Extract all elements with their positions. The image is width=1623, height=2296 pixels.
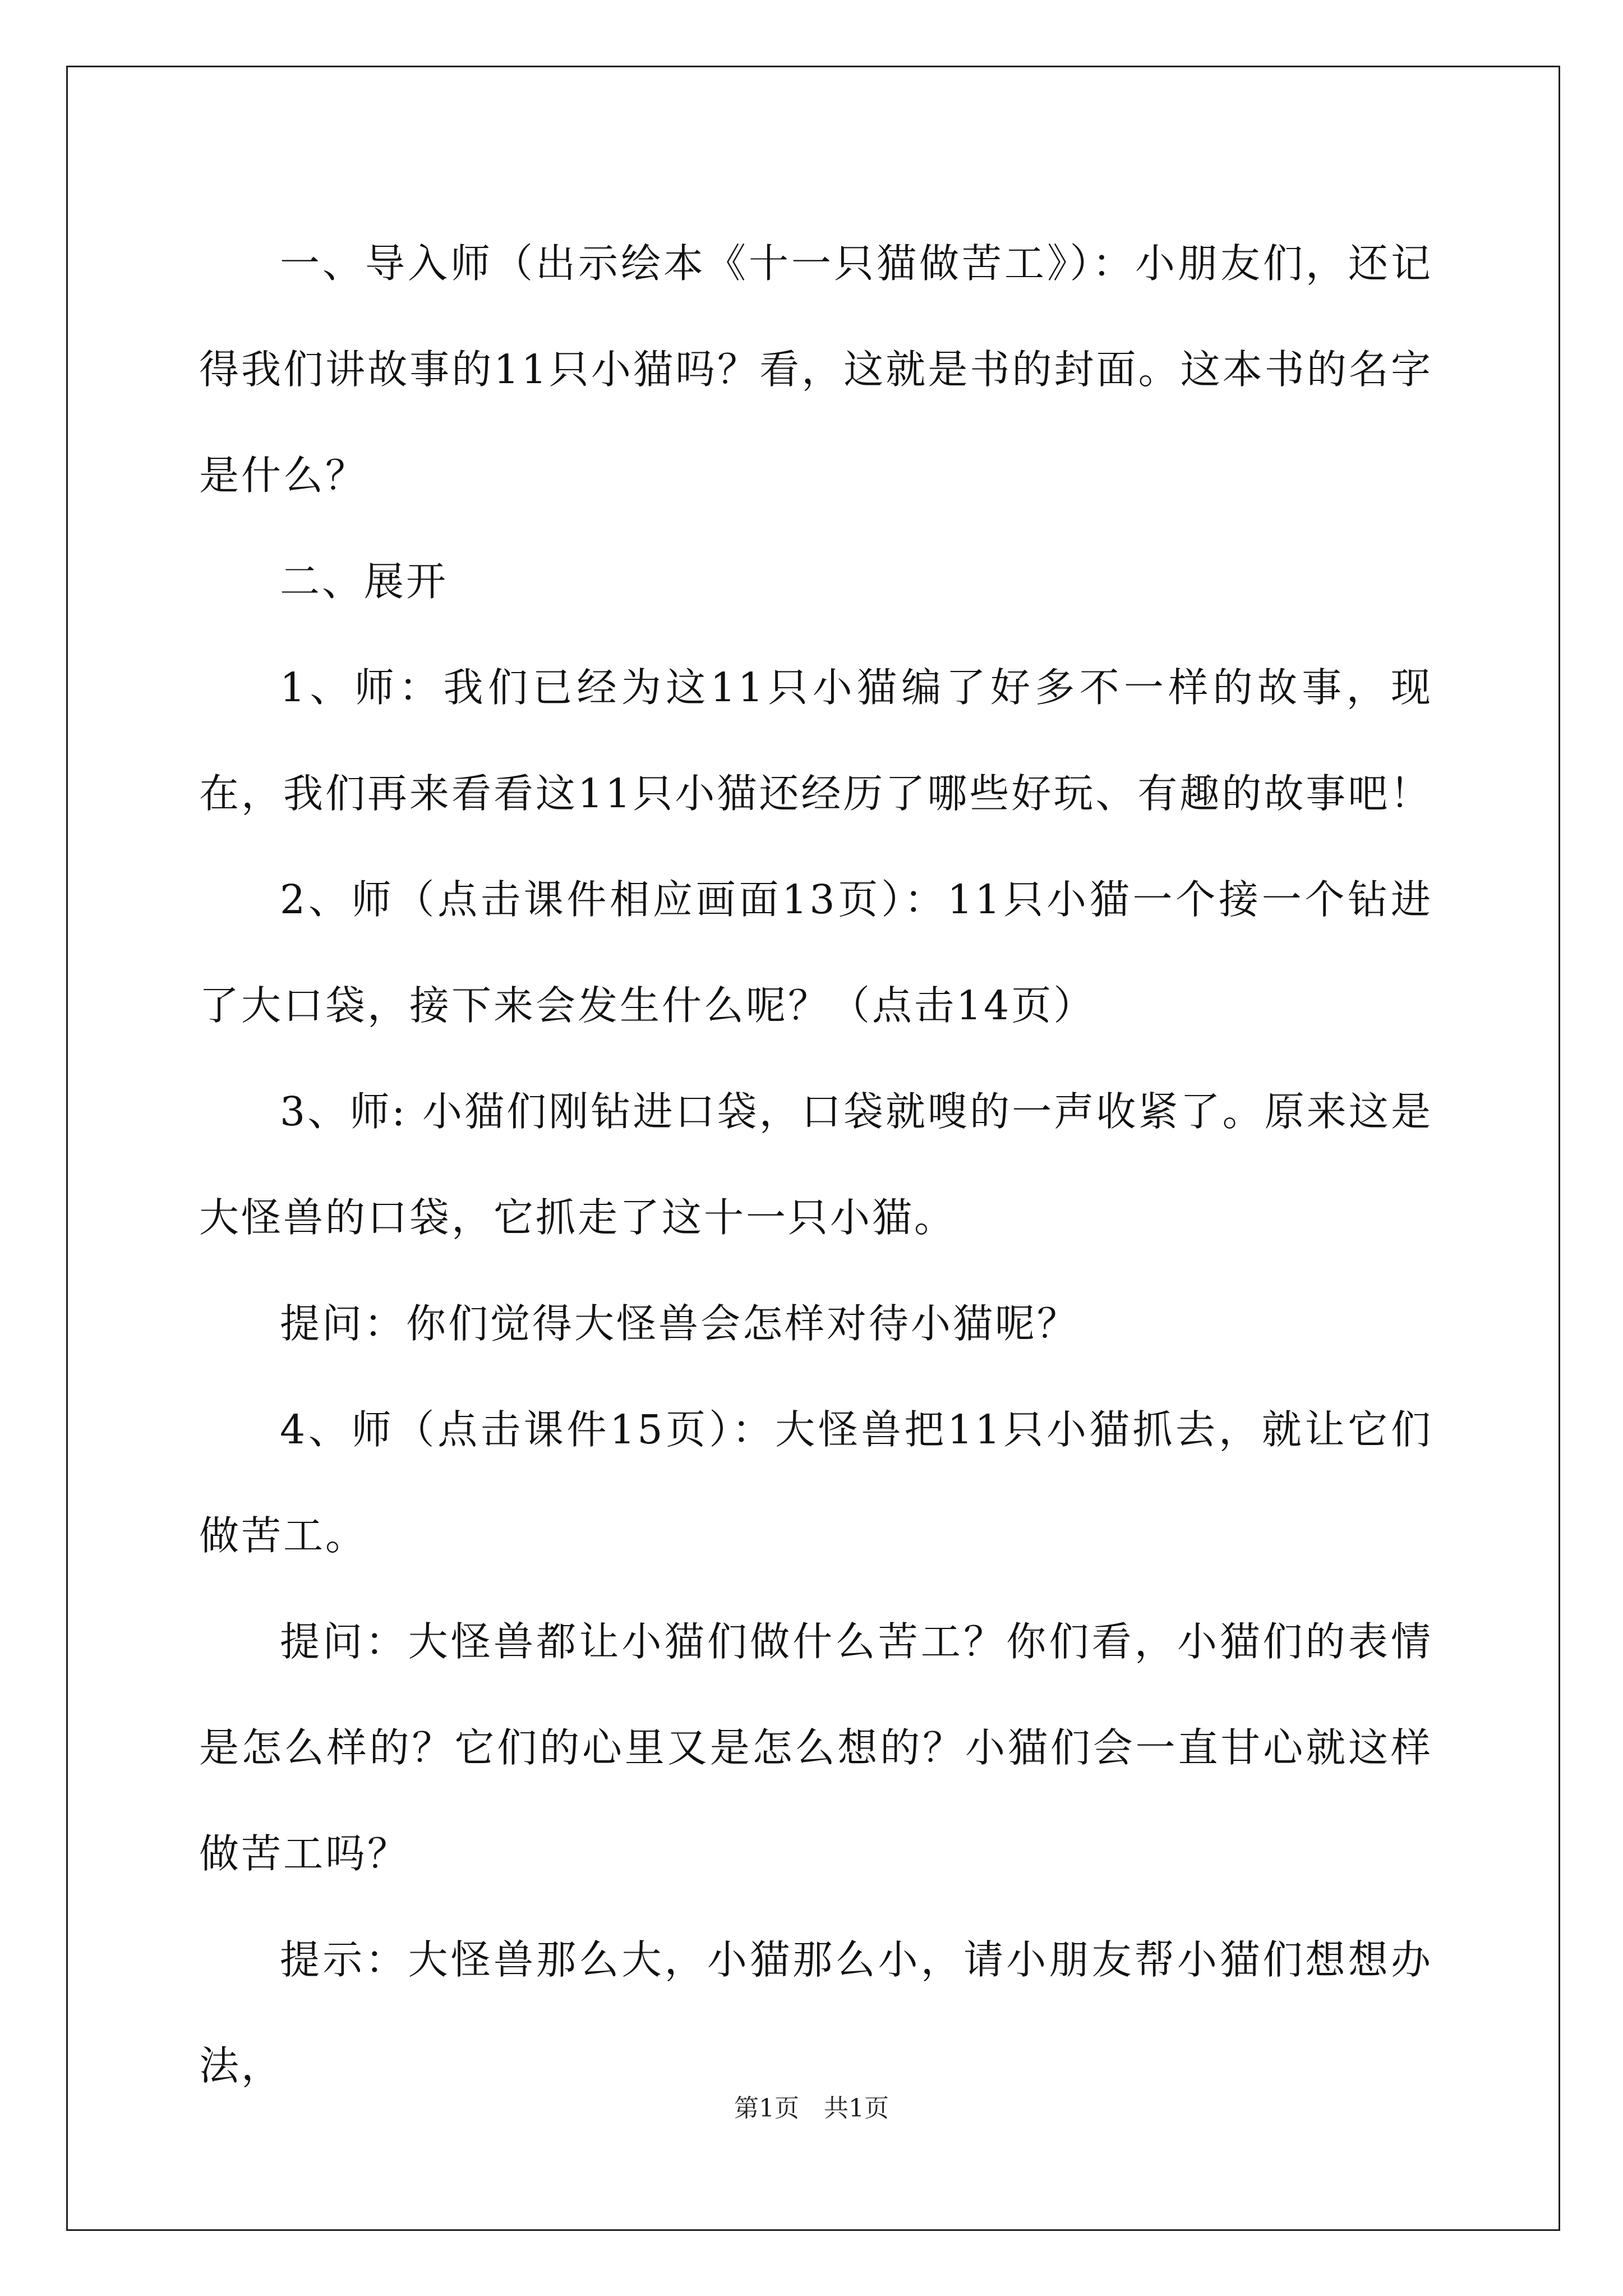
paragraph-step-2: 2、师（点击课件相应画面13页）：11只小猫一个接一个钻进了大口袋，接下来会发生什么呢？（点击14页）	[199, 876, 1433, 1029]
paragraph-step-1: 1、师：我们已经为这11只小猫编了好多不一样的故事，现在，我们再来看看这11只小猫还经历了哪些好玩、有趣的故事吧！	[199, 664, 1433, 817]
paragraph-intro: 一、导入师（出示绘本《十一只猫做苦工》）：小朋友们，还记得我们讲故事的11只小猫吗？看，这就是书的封面。这本书的名字是什么？	[199, 240, 1433, 499]
page-footer: 第1页 共1页	[734, 2094, 889, 2123]
paragraph-section-heading: 二、展开	[280, 558, 449, 605]
paragraph-question-2: 提问：大怪兽都让小猫们做什么苦工？你们看，小猫们的表情是怎么样的？它们的心里又是怎么想的？小猫们会一直甘心就这样做苦工吗？	[199, 1618, 1433, 1877]
paragraph-question-1: 提问：你们觉得大怪兽会怎样对待小猫呢？	[280, 1300, 1080, 1347]
document-body	[199, 210, 1433, 2119]
paragraph-step-4: 4、师（点击课件15页）：大怪兽把11只小猫抓去，就让它们做苦工。	[199, 1406, 1433, 1559]
paragraph-hint: 提示：大怪兽那么大，小猫那么小，请小朋友帮小猫们想想办法，	[199, 1936, 1433, 2089]
paragraph-step-3: 3、师: 小猫们刚钻进口袋，口袋就嗖的一声收紧了。原来这是大怪兽的口袋，它抓走了这十一只小猫。	[199, 1088, 1433, 1241]
